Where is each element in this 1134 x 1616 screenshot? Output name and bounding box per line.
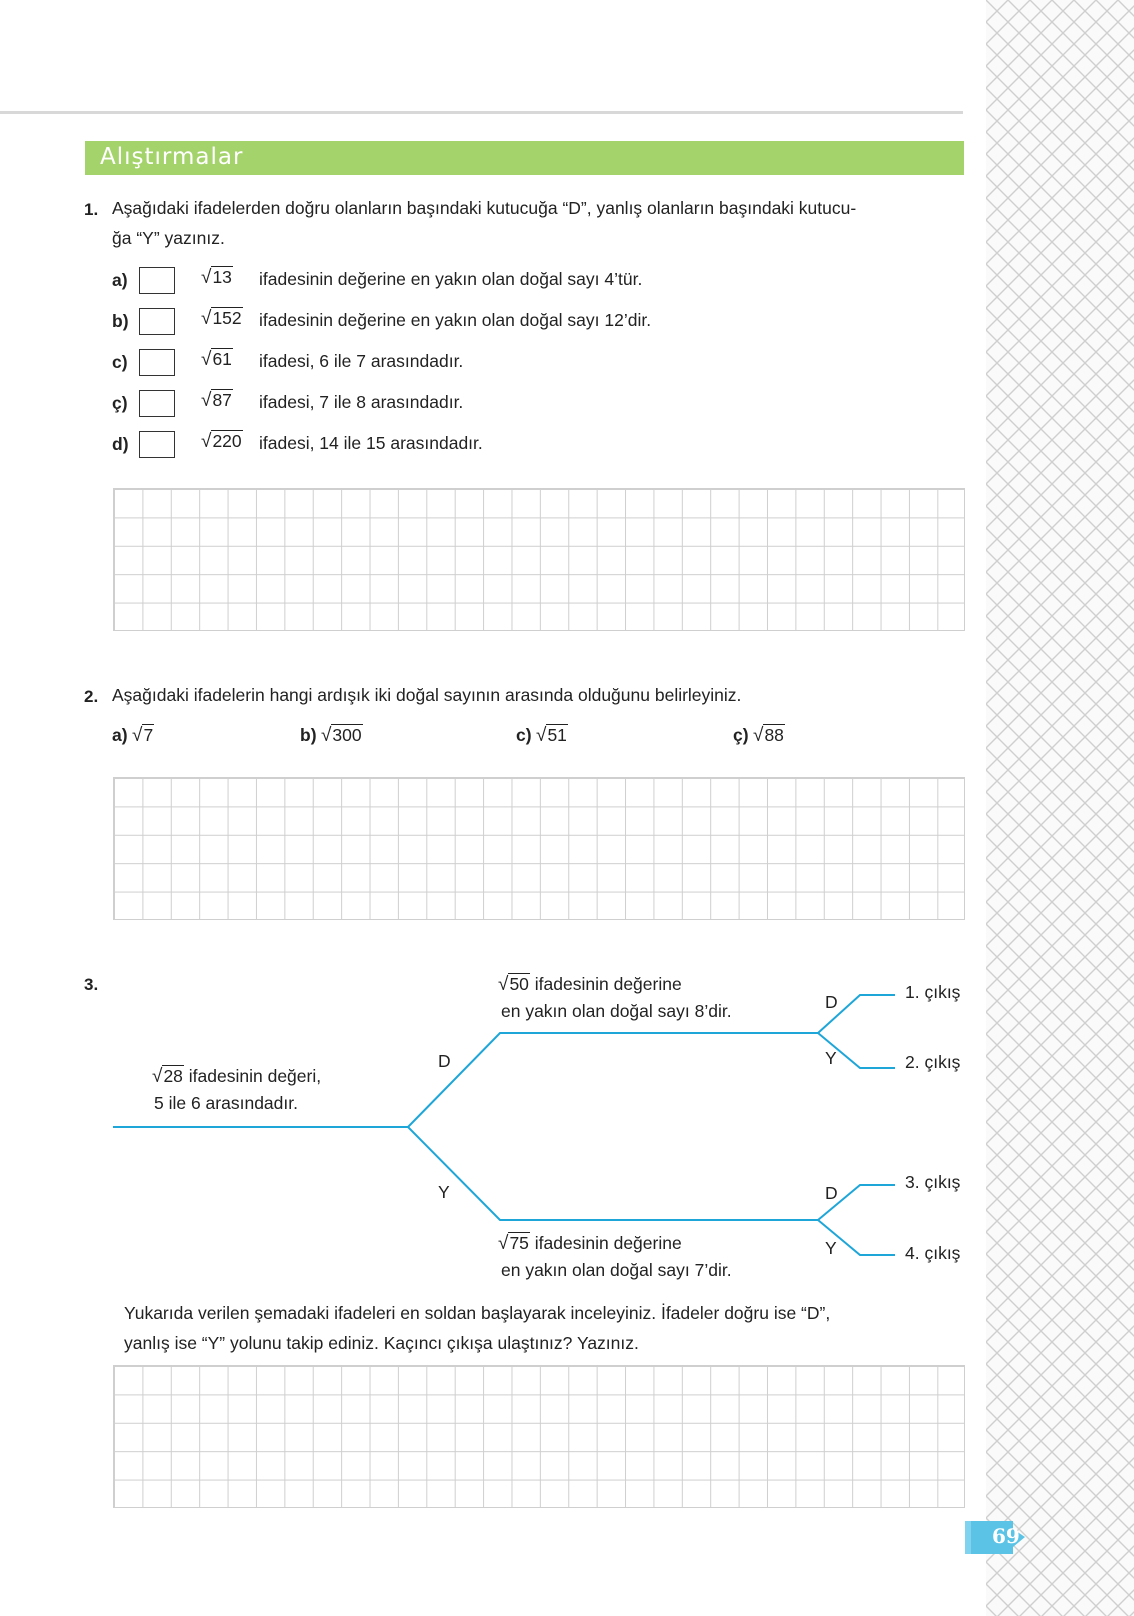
item-label: a): [112, 270, 128, 290]
question-1-instruction-line-1: Aşağıdaki ifadelerden doğru olanların başındaki kutucuğa “D”, yanlış olanların başındaki kutucu-: [112, 198, 857, 218]
sqrt-expression: √51: [536, 725, 567, 746]
sqrt-expression: √13: [201, 267, 232, 288]
question-3-text-line-1: Yukarıda verilen şemadaki ifadeleri en soldan başlayarak inceleyiniz. İfadeler doğru ise “D”,: [124, 1303, 831, 1323]
sqrt-expression: √300: [320, 725, 362, 746]
tree-lower-branch: [408, 1127, 818, 1220]
sqrt-expression: √28: [152, 1066, 183, 1087]
question-2-instruction: Aşağıdaki ifadelerin hangi ardışık iki doğal sayının arasında olduğunu belirleyiniz.: [112, 685, 742, 705]
question-3-text-line-2: yanlış ise “Y” yolunu takip ediniz. Kaçıncı çıkışa ulaştınız? Yazınız.: [124, 1333, 639, 1353]
branch-label-true-root: D: [438, 1051, 451, 1071]
item-label: c): [112, 352, 128, 372]
item-label: ç): [733, 725, 749, 745]
question-1-number: 1.: [84, 200, 99, 219]
branch-label-false-root: Y: [438, 1182, 450, 1202]
branch-label-false-upper: Y: [825, 1048, 837, 1068]
sqrt-expression: √7: [132, 725, 154, 746]
item-text: ifadesi, 14 ile 15 arasındadır.: [259, 433, 483, 453]
section-title: Alıştırmalar: [100, 144, 244, 170]
item-label: b): [112, 311, 129, 331]
item-label: b): [300, 725, 317, 745]
lower-statement-line-1: √75 ifadesinin değerine: [498, 1233, 682, 1254]
sqrt-expression: √87: [201, 390, 232, 411]
exit-1: 1. çıkış: [905, 982, 961, 1002]
branch-label-false-lower: Y: [825, 1238, 837, 1258]
lower-statement-line-2: en yakın olan doğal sayı 7’dir.: [501, 1260, 732, 1280]
item-text: ifadesi, 6 ile 7 arasındadır.: [259, 351, 464, 371]
question-3-number: 3.: [84, 975, 99, 994]
sqrt-expression: √75: [498, 1233, 529, 1254]
item-text: ifadesinin değerine en yakın olan doğal sayı 12’dir.: [259, 310, 652, 330]
item-text: ifadesi, 7 ile 8 arasındadır.: [259, 392, 464, 412]
root-statement-line-1: √28 ifadesinin değeri,: [152, 1066, 322, 1087]
exit-4: 4. çıkış: [905, 1243, 961, 1263]
exit-3: 3. çıkış: [905, 1172, 961, 1192]
item-text: ifadesinin değerine en yakın olan doğal sayı 4’tür.: [259, 269, 643, 289]
sqrt-expression: √61: [201, 349, 232, 370]
question-1-instruction-line-2: ğa “Y” yazınız.: [112, 228, 225, 248]
sqrt-expression: √50: [498, 974, 529, 995]
branch-label-true-lower: D: [825, 1183, 838, 1203]
sqrt-expression: √152: [201, 308, 242, 329]
question-2-number: 2.: [84, 687, 99, 706]
item-label: c): [516, 725, 532, 745]
item-label: d): [112, 434, 129, 454]
upper-statement-line-2: en yakın olan doğal sayı 8’dir.: [501, 1001, 732, 1021]
sqrt-expression: √220: [201, 431, 242, 452]
sqrt-expression: √88: [753, 725, 784, 746]
tree-upper-branch: [408, 1033, 818, 1127]
answer-grid-3[interactable]: [113, 1365, 965, 1508]
root-statement-line-2: 5 ile 6 arasındadır.: [154, 1093, 298, 1113]
branch-label-true-upper: D: [825, 992, 838, 1012]
item-label: ç): [112, 393, 128, 413]
upper-statement-line-1: √50 ifadesinin değerine: [498, 974, 682, 995]
exit-2: 2. çıkış: [905, 1052, 961, 1072]
item-label: a): [112, 725, 128, 745]
page-number: 69: [992, 1524, 1020, 1548]
